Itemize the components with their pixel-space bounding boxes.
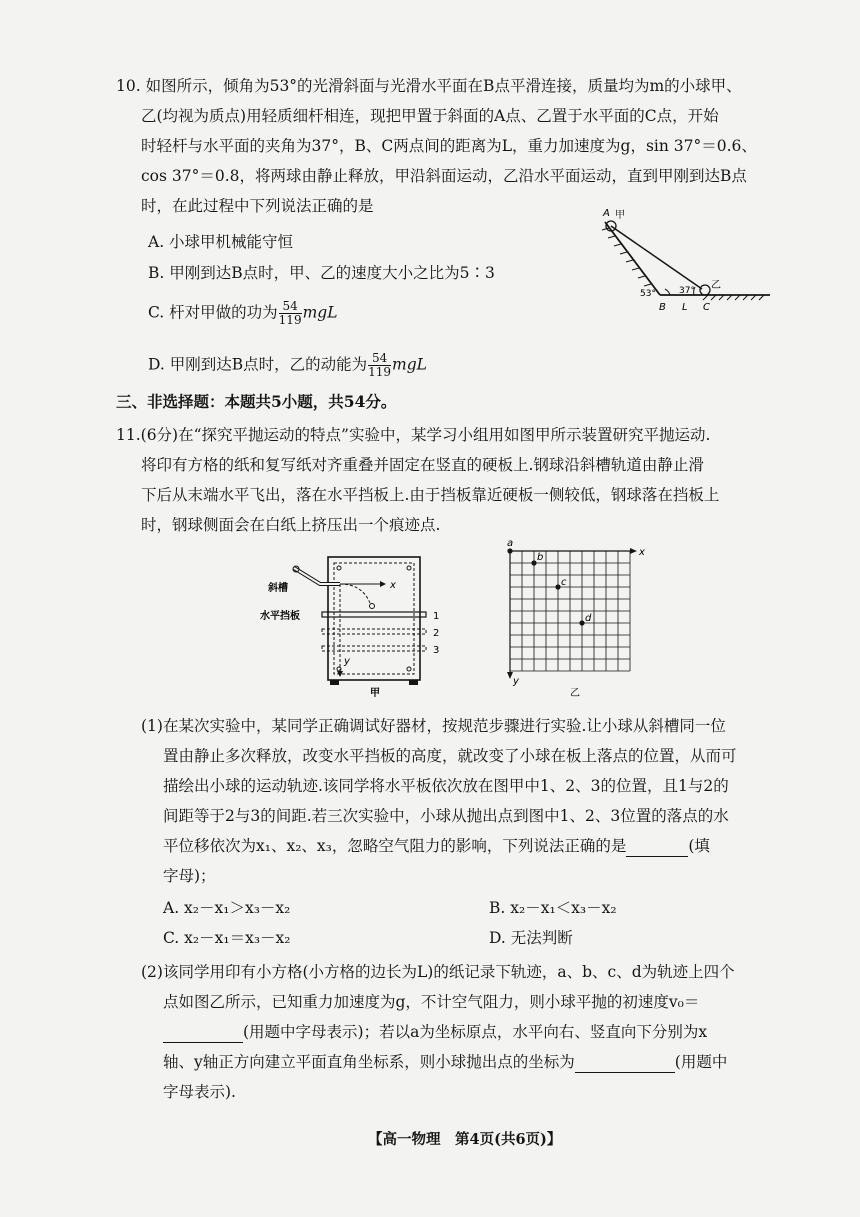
answer-blank-2[interactable] bbox=[163, 1022, 243, 1043]
q11-p2-line1: (2)该同学用印有小方格(小方格的边长为L)的纸记录下轨迹，a、b、c、d为轨迹上四个 bbox=[141, 963, 735, 981]
baffle-position-1 bbox=[322, 612, 426, 617]
q10-option-d bbox=[148, 352, 427, 379]
q10-line1: 10. 如图所示，倾角为53°的光滑斜面与光滑水平面在B点平滑连接，质量均为m的小球甲、 bbox=[116, 77, 742, 95]
q11-p1-line1: (1)在某次实验中，某同学正确调试好器材，按规范步骤进行实验.让小球从斜槽同一位 bbox=[141, 717, 726, 735]
point-a bbox=[507, 548, 512, 553]
x-arrow-icon bbox=[380, 581, 386, 587]
chute-label: 斜槽 bbox=[268, 583, 288, 594]
x-label: x bbox=[639, 547, 645, 558]
q11-p1-line2: 置由静止多次释放，改变水平挡板的高度，就改变了小球在板上落点的位置，从而可 bbox=[163, 747, 737, 765]
label-B: B bbox=[659, 302, 666, 313]
point-b bbox=[531, 560, 536, 565]
q10-option-d-text: D. 甲刚到达B点时，乙的动能为 bbox=[148, 355, 368, 374]
position-1-label: 1 bbox=[433, 611, 440, 622]
position-2-label: 2 bbox=[433, 628, 440, 639]
q10-option-c bbox=[148, 300, 338, 327]
pin-icon bbox=[407, 667, 411, 671]
answer-blank-3[interactable] bbox=[575, 1052, 675, 1073]
x-arrow-icon bbox=[630, 548, 637, 554]
label-angle-53: 53° bbox=[640, 289, 656, 299]
incline-surface bbox=[605, 222, 660, 295]
q10-option-a: A. 小球甲机械能守恒 bbox=[148, 233, 294, 251]
q11-option-d: D. 无法判断 bbox=[489, 929, 573, 947]
point-c bbox=[555, 584, 560, 589]
q11-p2-line3 bbox=[163, 1022, 707, 1043]
point-c-label: c bbox=[561, 577, 567, 588]
q11-p1-line3: 描绘出小球的运动轨迹.该同学将水平板依次放在图甲中1、2、3的位置，且1与2的 bbox=[163, 777, 729, 795]
q10-line5: 时，在此过程中下列说法正确的是 bbox=[141, 197, 374, 215]
y-label: y bbox=[344, 656, 350, 667]
point-b-label: b bbox=[537, 552, 544, 563]
trajectory bbox=[340, 584, 370, 603]
point-d-label: d bbox=[585, 613, 592, 624]
x-label: x bbox=[390, 580, 396, 591]
q10-option-d-denominator: 119 bbox=[368, 365, 392, 379]
q11-option-c: C. x₂－x₁＝x₃－x₂ bbox=[163, 929, 291, 947]
q10-figure bbox=[590, 200, 780, 318]
q11-line3: 下后从末端水平飞出，落在水平挡板上.由于挡板靠近硬板一侧较低，钢球落在挡板上 bbox=[141, 486, 720, 504]
q11-p2-line4-tail: (用题中 bbox=[674, 1053, 728, 1071]
q11-line4: 时，钢球侧面会在白纸上挤压出一个痕迹点. bbox=[141, 516, 441, 534]
q11-p2-line4 bbox=[163, 1052, 727, 1073]
q10-line4: cos 37°＝0.8，将两球由静止释放，甲沿斜面运动，乙沿水平面运动，直到甲刚到达B点 bbox=[141, 167, 747, 185]
y-label: y bbox=[513, 676, 519, 687]
q11-p2-line5: 字母表示). bbox=[163, 1083, 236, 1101]
board-foot bbox=[330, 680, 339, 685]
ball-landing bbox=[370, 604, 375, 609]
point-a-label: a bbox=[507, 540, 514, 549]
q10-option-c-numerator: 54 bbox=[279, 300, 302, 314]
q11-line1: 11.(6分)在“探究平抛运动的特点”实验中，某学习小组用如图甲所示装置研究平抛运动. bbox=[116, 426, 711, 444]
baffle-position-2 bbox=[322, 629, 426, 634]
q11-p1-line5-tail: (填 bbox=[688, 837, 710, 855]
light-rod bbox=[611, 226, 702, 289]
pin-icon bbox=[407, 566, 411, 570]
q10-option-d-fraction bbox=[368, 352, 391, 379]
label-angle-37: 37° bbox=[679, 286, 695, 296]
q11-option-b: B. x₂－x₁＜x₃－x₂ bbox=[489, 899, 617, 917]
q11-p1-line4: 间距等于2与3的间距.若三次实验中，小球从抛出点到图中1、2、3位置的落点的水 bbox=[163, 807, 729, 825]
q11-p1-line6: 字母)； bbox=[163, 867, 216, 885]
q11-p1-line5 bbox=[163, 836, 710, 857]
pin-icon bbox=[337, 566, 341, 570]
baffle-label: 水平挡板 bbox=[260, 611, 300, 622]
q11-line2: 将印有方格的纸和复写纸对齐重叠并固定在竖直的硬板上.钢球沿斜槽轨道由静止滑 bbox=[141, 456, 704, 474]
figure-jia bbox=[260, 553, 450, 698]
baffle-position-3 bbox=[322, 646, 426, 651]
q10-option-d-numerator: 54 bbox=[368, 352, 391, 366]
ball-yi bbox=[700, 285, 710, 295]
q11-p2-line2: 点如图乙所示，已知重力加速度为g，不计空气阻力，则小球平抛的初速度v₀＝ bbox=[163, 993, 700, 1011]
q10-option-b: B. 甲刚到达B点时，甲、乙的速度大小之比为5∶3 bbox=[148, 264, 495, 282]
q10-line2: 乙(均视为质点)用轻质细杆相连，现把甲置于斜面的A点、乙置于水平面的C点，开始 bbox=[141, 107, 719, 125]
q11-p2-line3-text: (用题中字母表示)；若以a为坐标原点，水平向右、竖直向下分别为x bbox=[243, 1023, 708, 1041]
figure-yi-caption: 乙 bbox=[570, 688, 580, 699]
q11-p2-line4-text: 轴、y轴正方向建立平面直角坐标系，则小球抛出点的坐标为 bbox=[163, 1053, 575, 1071]
q10-option-c-denominator: 119 bbox=[278, 313, 302, 327]
hard-board bbox=[328, 557, 420, 680]
q11-option-a: A. x₂－x₁＞x₃－x₂ bbox=[163, 899, 291, 917]
figure-jia-caption: 甲 bbox=[370, 688, 380, 698]
point-d bbox=[579, 620, 584, 625]
position-3-label: 3 bbox=[433, 645, 440, 656]
label-C: C bbox=[703, 302, 710, 313]
q10-option-c-text: C. 杆对甲做的功为 bbox=[148, 303, 278, 322]
q11-p1-line5-text: 平位移依次为x₁、x₂、x₃，忽略空气阻力的影响，下列说法正确的是 bbox=[163, 837, 627, 855]
answer-blank-1[interactable] bbox=[626, 836, 688, 857]
q10-line3: 时轻杆与水平面的夹角为37°，B、C两点间的距离为L，重力加速度为g，sin 37°＝0.6、 bbox=[141, 137, 757, 155]
grid-paper bbox=[510, 551, 630, 671]
label-A: A bbox=[603, 208, 610, 219]
label-yi: 乙 bbox=[711, 280, 721, 291]
section-3-header: 三、非选择题：本题共5小题，共54分。 bbox=[116, 392, 397, 411]
label-L: L bbox=[682, 302, 688, 313]
figure-yi bbox=[500, 540, 650, 700]
page-footer: 【高一物理 第4页(共6页)】 bbox=[368, 1131, 562, 1148]
q10-option-c-fraction bbox=[279, 300, 302, 327]
q10-option-c-unit: mgL bbox=[302, 303, 338, 322]
label-jia: 甲 bbox=[615, 210, 625, 221]
q10-option-d-unit: mgL bbox=[392, 355, 427, 374]
board-foot bbox=[409, 680, 418, 685]
